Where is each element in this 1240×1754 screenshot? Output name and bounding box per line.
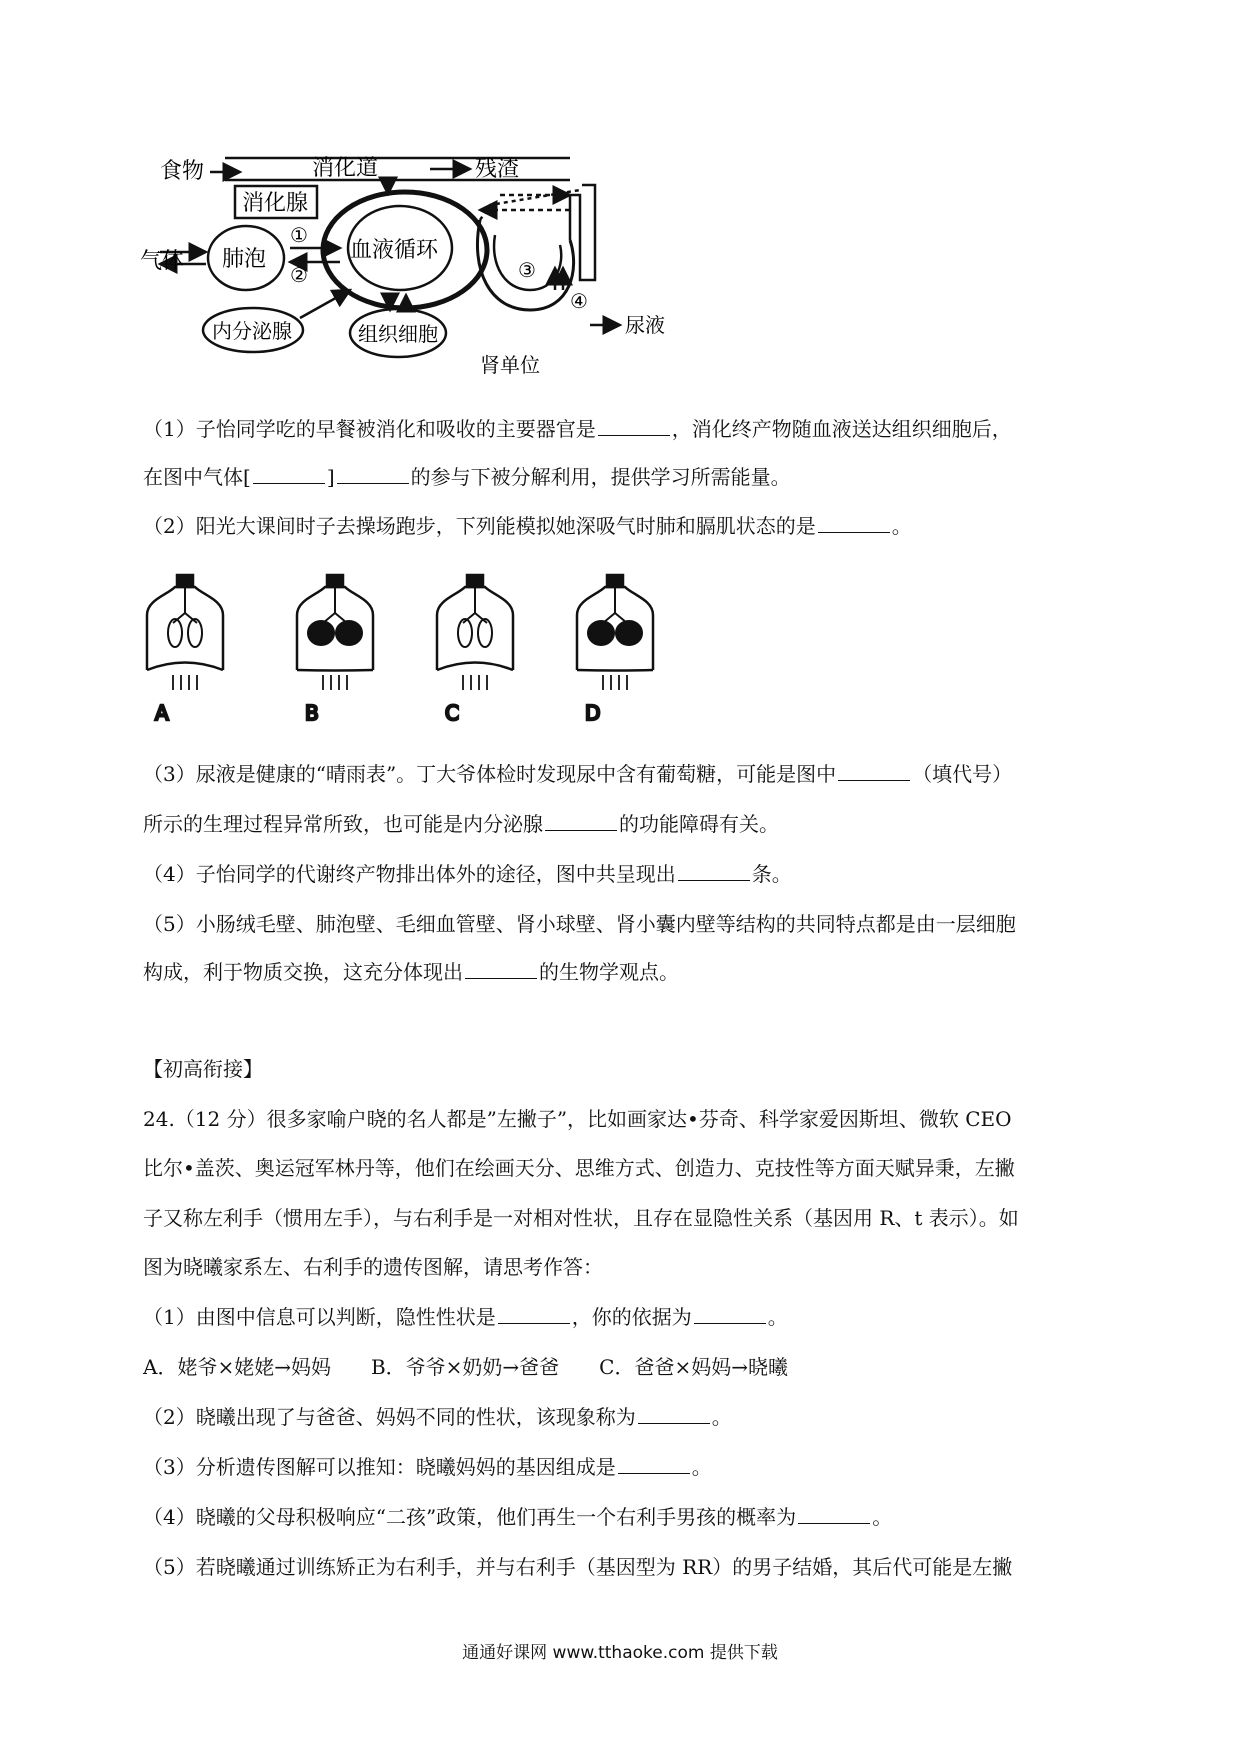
lung-model-a (147, 575, 223, 725)
residue-label: 残渣 (475, 157, 520, 182)
lung-model-b (297, 575, 373, 725)
tract-label: 消化道 (312, 156, 379, 181)
lung-model-c (437, 575, 513, 725)
q3-line1: （3）尿液是健康的“晴雨表”。丁大爷体检时发现尿中含有葡萄糖，可能是图中 （填代号） (143, 762, 1013, 786)
q24-sub5: （5）若晓曦通过训练矫正为右利手，并与右利手（基因型为 RR）的男子结婚，其后代可能是左撇 (143, 1555, 1013, 1579)
answer-blank[interactable] (678, 862, 750, 881)
answer-blank[interactable] (838, 762, 910, 781)
answer-blank[interactable] (798, 1505, 870, 1524)
tissue-label: 组织细胞 (358, 322, 438, 346)
food-label: 食物 (160, 159, 205, 184)
lung-label: B (305, 701, 319, 725)
gas-label: 气体 (140, 249, 185, 274)
q5-line1: （5）小肠绒毛壁、肺泡壁、毛细血管壁、肾小球壁、肾小囊内壁等结构的共同特点都是由一层细胞 (143, 912, 1016, 936)
answer-blank[interactable] (465, 960, 537, 979)
endocrine-label: 内分泌腺 (212, 319, 292, 343)
q24-line1: 24.（12 分）很多家喻户晓的名人都是”左撇子”，比如画家达•芬奇、科学家爱因斯坦、微软 CEO (143, 1107, 1012, 1131)
q5-line2: 构成，利于物质交换，这充分体现出 的生物学观点。 (143, 960, 679, 984)
q24-sub3: （3）分析遗传图解可以推知：晓曦妈妈的基因组成是 。 (143, 1455, 712, 1479)
answer-blank[interactable] (818, 514, 890, 533)
alveoli-label: 肺泡 (222, 247, 267, 272)
lung-model-figures (145, 575, 685, 730)
marker-2: ② (290, 263, 308, 287)
q2-line: （2）阳光大课间时子去操场跑步，下列能模拟她深吸气时肺和膈肌状态的是 。 (143, 514, 912, 538)
urine-label: 尿液 (625, 313, 665, 337)
lung-label: D (585, 701, 601, 725)
answer-blank[interactable] (598, 417, 670, 436)
answer-blank[interactable] (498, 1305, 570, 1324)
q24-sub2: （2）晓曦出现了与爸爸、妈妈不同的性状，该现象称为 。 (143, 1405, 732, 1429)
answer-blank[interactable] (337, 465, 409, 484)
answer-blank[interactable] (618, 1455, 690, 1474)
q24-options: A．姥爷×姥姥→妈妈 B．爷爷×奶奶→爸爸 C．爸爸×妈妈→晓曦 (143, 1355, 788, 1379)
answer-blank[interactable] (253, 465, 325, 484)
nephron-label: 肾单位 (480, 353, 540, 377)
marker-3: ③ (518, 258, 536, 282)
q1-line2: 在图中气体[ ] 的参与下被分解利用，提供学习所需能量。 (143, 465, 791, 489)
q24-line2: 比尔•盖茨、奥运冠军林丹等，他们在绘画天分、思维方式、创造力、克技性等方面天赋异秉，左撇 (143, 1156, 1015, 1180)
lung-label: C (445, 701, 459, 725)
marker-4: ④ (570, 289, 588, 313)
q24-sub4: （4）晓曦的父母积极响应“二孩”政策，他们再生一个右利手男孩的概率为 。 (143, 1505, 893, 1529)
q24-line3: 子又称左利手（惯用左手），与右利手是一对相对性状，且存在显隐性关系（基因用 R、t 表示）。如 (143, 1206, 1019, 1230)
q24-line4: 图为晓曦家系左、右利手的遗传图解，请思考作答： (143, 1255, 603, 1279)
q4-line: （4）子怡同学的代谢终产物排出体外的途径，图中共呈现出 条。 (143, 862, 792, 886)
answer-blank[interactable] (694, 1305, 766, 1324)
lung-label: A (155, 701, 169, 725)
marker-1: ① (290, 223, 308, 247)
section-title: 【初高衔接】 (143, 1057, 263, 1081)
circulation-label: 血液循环 (350, 238, 439, 263)
q1-line1: （1）子怡同学吃的早餐被消化和吸收的主要器官是 ，消化终产物随血液送达组织细胞后， (143, 417, 1012, 441)
lung-model-d (577, 575, 653, 725)
physiology-diagram (140, 150, 730, 405)
answer-blank[interactable] (545, 812, 617, 831)
q24-sub1: （1）由图中信息可以判断，隐性性状是 ，你的依据为 。 (143, 1305, 788, 1329)
footer: 通通好课网 www.tthaoke.com 提供下载 (462, 1643, 778, 1663)
gland-label: 消化腺 (242, 191, 309, 216)
q3-line2: 所示的生理过程异常所致，也可能是内分泌腺 的功能障碍有关。 (143, 812, 779, 836)
answer-blank[interactable] (638, 1405, 710, 1424)
